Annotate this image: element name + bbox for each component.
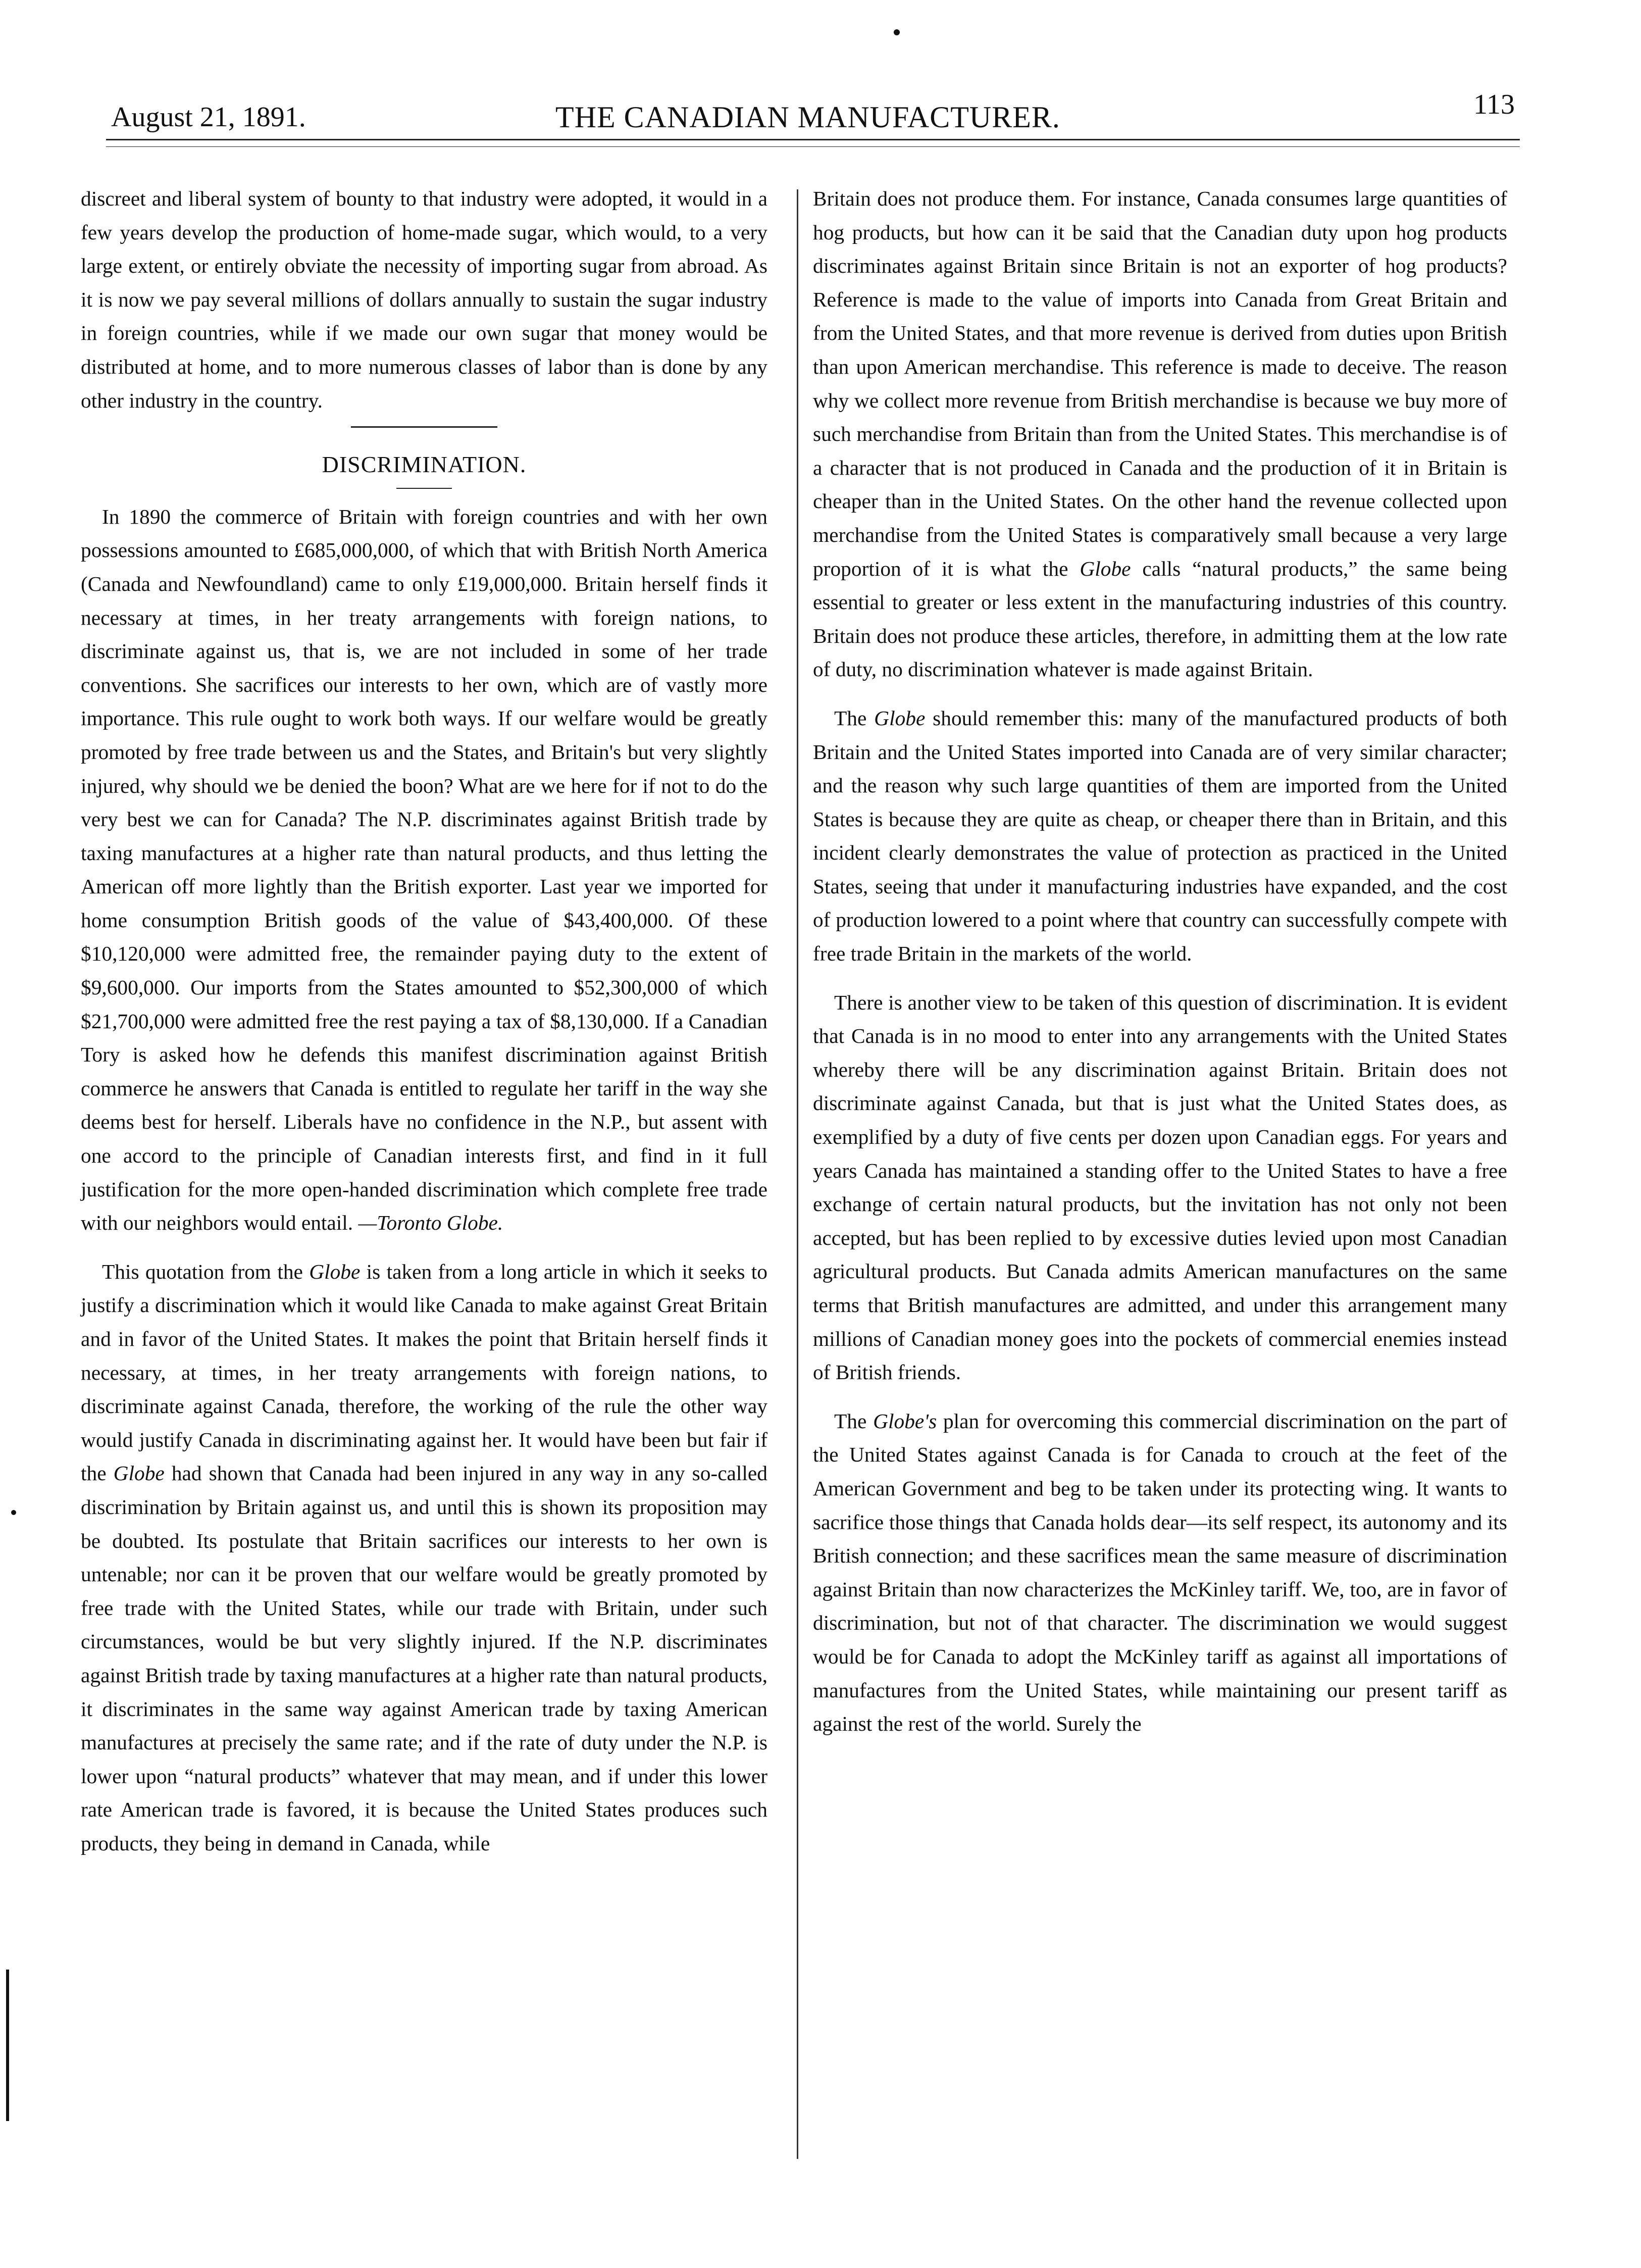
globe-ref: Globe [874,706,926,730]
para1-part-b: calls “natural products,” the same being essential to greater or less extent in the manufacturing industries of this country. Britain does not produce these articles, therefore, in admitting them at the low rate of duty, no discrimination whatever is made against Britain. [813,557,1507,681]
paragraph-gap [813,1389,1507,1404]
quote-text: In 1890 the commerce of Britain with foreign countries and with her own possessions amounted to £685,000,000, of which that with British North America (Canada and Newfoundland) came to only £19,000,000. Britain herself finds it necessary at times, in her treaty arrangements with foreign nations, to discriminate against us, that is, we are not included in some of her trade conventions. She sacrifices our interests to her own, which are of vastly more importance. This rule ought to work both ways. If our welfare would be greatly promoted by free trade between us and the States, and Britain's but very slightly injured, why should we be denied the boon? What are we here for if not to do the very best we can for Canada? The N.P. discriminates against British trade by taxing manufactures at a higher rate than natural products, and thus letting the American off more lightly than the British exporter. Last year we imported for home consumption British goods of the value of $43,400,000. Of these $10,120,000 were admitted free, the remainder paying duty to the extent of $9,600,000. Our imports from the States amounted to $52,300,000 of which $21,700,000 were admitted free the rest paying a tax of $8,130,000. If a Canadian Tory is asked how he defends this manifest discrimination against British commerce he answers that Canada is entitled to regulate her tariff in the way she deems best for herself. Liberals have no confidence in the N.P., but assent with one accord to the principle of Canadian interests first, and find in it full justification for the more open-handed discrimination which complete free trade with our neighbors would entail. [81,505,767,1235]
top-ink-dot [894,29,900,35]
right-column [813,182,1507,1741]
continued-paragraph [813,182,1507,686]
margin-dot [11,1510,16,1515]
para3-part-a: This quotation from the [102,1259,310,1283]
title-underline [396,488,452,489]
globe-plan-paragraph [813,1404,1507,1741]
left-margin-mark [6,1970,9,2121]
section-title: DISCRIMINATION. [322,451,527,478]
paragraph-gap [813,686,1507,701]
column-divider [797,189,798,2159]
para2-part-b: should remember this: many of the manufactured products of both Britain and the United States imported into Canada are of very similar character; and the reason why such large quantities of them are imported from the United States is because they are quite as cheap, or cheaper there than in Britain, and this incident clearly demonstrates the value of protection as practiced in the United States, seeing that under it manufacturing industries have expanded, and the cost of production lowered to a point where that country can successfully compete with free trade Britain in the markets of the world. [813,706,1507,966]
para4-part-b: plan for overcoming this commercial discrimination on the part of the United States against Canada is for Canada to crouch at the feet of the American Government and beg to be taken under its protecting wing. It wants to sacrifice those things that Canada holds dear—its self respect, its autonomy and its British connection; and these sacrifices mean the same measure of discrimination against Britain than now characterizes the McKinley tariff. We, too, are in favor of discrimination, but not of that character. The discrimination we would suggest would be for Canada to adopt the McKinley tariff as against all importations of manufactures from the United States, while maintaining our present tariff as against the rest of the world. Surely the [813,1409,1507,1736]
left-column [81,182,767,1860]
paragraph-gap [813,971,1507,986]
globe-ref: Globe's [873,1409,937,1433]
para1-part-a: Britain does not produce them. For instance, Canada consumes large quantities of hog products, but how can it be said that the Canadian duty upon hog products discriminates against Britain since Britain is not an exporter of hog products? Reference is made to the value of imports into Canada from Great Britain and from the United States, and that more revenue is derived from duties upon British than upon American merchandise. This reference is made to deceive. The reason why we collect more revenue from British merchandise is because we buy more of such merchandise from Britain than from the United States. This merchandise is of a character that is not produced in Canada and the production of it in Britain is cheaper than in the United States. On the other hand the revenue collected upon merchandise from the United States is comparatively small because a very large proportion of it is what the [813,187,1507,580]
para2-part-a: The [834,706,875,730]
page-header [101,81,1515,136]
publication-title: THE CANADIAN MANUFACTURER. [555,100,1060,134]
para4-part-a: The [834,1409,874,1433]
paragraph-gap [81,1240,767,1255]
para3-part-c: had shown that Canada had been injured in any way in any so-called discrimination by Britain against us, and until this is shown its proposition may be doubted. Its postulate that Britain sacrifices our interests to her own is untenable; nor can it be proven that our welfare would be greatly promoted by free trade with the United States, while our trade with Britain, under such circumstances, would be but very slightly injured. If the N.P. discriminates against British trade by taxing manufactures at a higher rate than natural products, it discriminates in the same way against American trade by taxing American manufactures at precisely the same rate; and if the rate of duty under the N.P. is lower upon “natural products” whatever that may mean, and if under this lower rate American trade is favored, it is because the United States produces such products, they being in demand in Canada, while [81,1461,767,1855]
header-rule [106,139,1520,140]
globe-ref: Globe [1080,557,1131,580]
globe-ref: Globe [113,1461,165,1485]
intro-paragraph: discreet and liberal system of bounty to that industry were adopted, it would in a few years develop the production of home-made sugar, which would, to a very large extent, or entirely obviate the necessity of importing sugar from abroad. As it is now we pay several millions of dollars annually to sustain the sugar industry in foreign countries, while if we made our own sugar that money would be distributed at home, and to more numerous classes of labor than is done by any other industry in the country. [81,187,767,412]
quote-attribution: —Toronto Globe. [358,1211,503,1235]
header-date: August 21, 1891. [111,102,306,133]
para3-part-b: is taken from a long article in which it seeks to justify a discrimination which it would like Canada to make against Great Britain and in favor of the United States. It makes the point that Britain herself finds it necessary, at times, in her treaty arrangements with foreign nations, to discriminate against Canada, therefore, the working of the rule the other way would justify Canada in discriminating against her. It would have been but fair if the [81,1259,767,1485]
commentary-paragraph [81,1255,767,1860]
section-separator [351,426,497,428]
globe-remember-paragraph [813,701,1507,971]
another-view-paragraph: There is another view to be taken of this question of discrimination. It is evident that Canada is in no mood to enter into any arrangements with the United States whereby there will be any discrimination against Britain. Britain does not discriminate against Canada, but that is just what the United States does, as exemplified by a duty of five cents per dozen upon Canadian eggs. For years and years Canada has maintained a standing offer to the United States to have a free exchange of certain natural products, but the invitation has not only not been accepted, but has been replied to by excessive duties levied upon most Canadian agricultural products. But Canada admits American manufactures on the same terms that British manufactures are admitted, and under this arrangement many millions of Canadian money goes into the pockets of commercial enemies instead of British friends. [813,990,1507,1384]
page-number: 113 [1473,89,1515,120]
header-rule-thin [106,146,1520,147]
quoted-paragraph [81,500,767,1240]
globe-ref: Globe [309,1259,361,1283]
